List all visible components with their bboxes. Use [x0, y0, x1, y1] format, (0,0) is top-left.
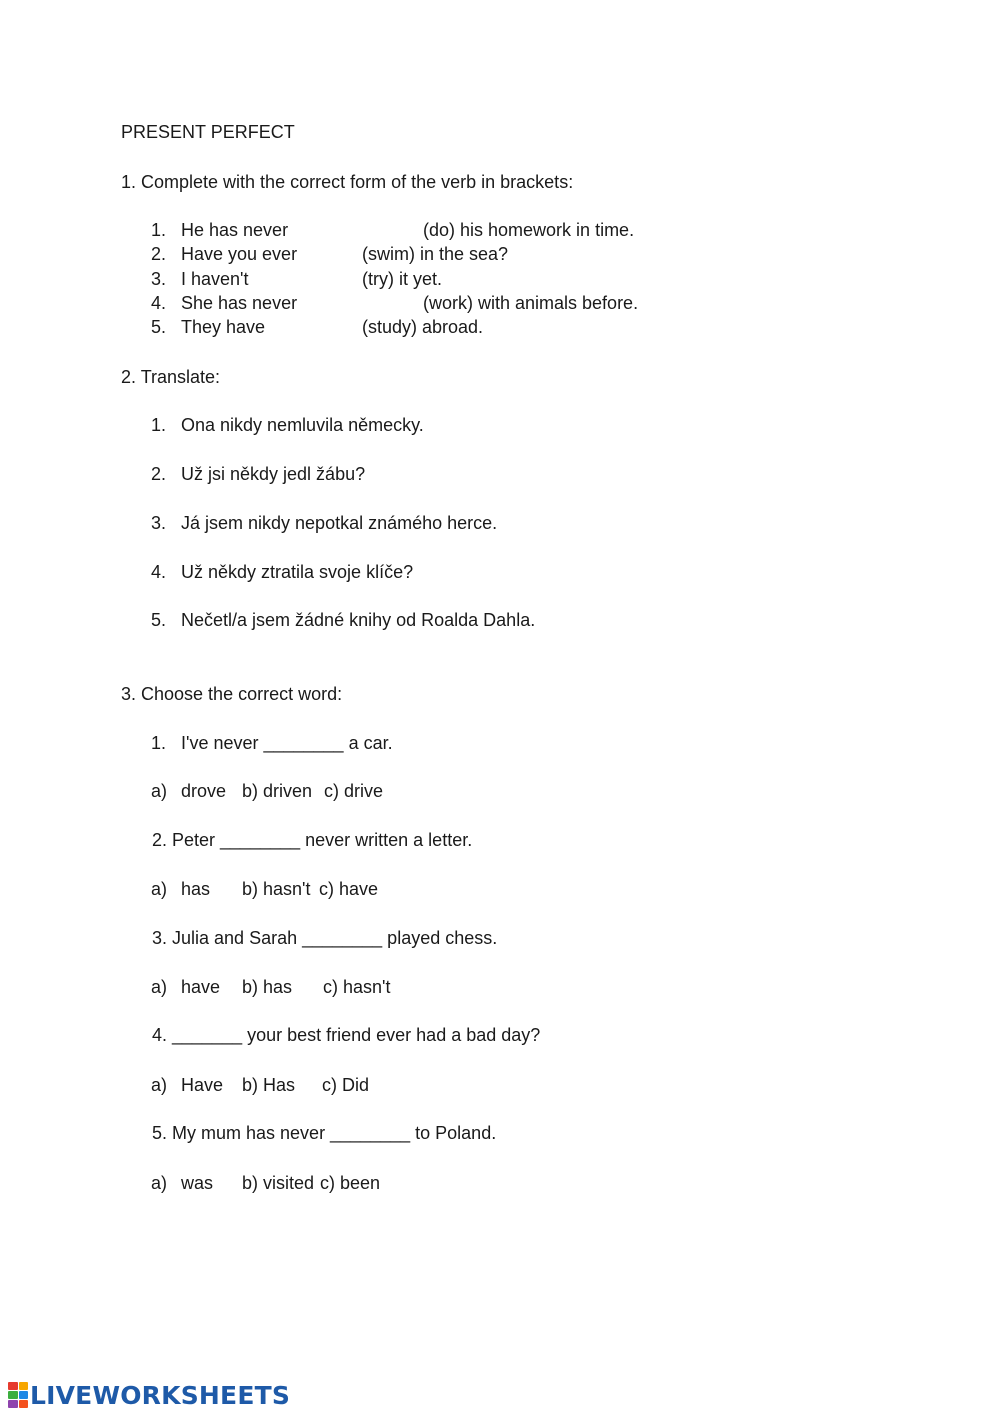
option-c[interactable]: c) Did [322, 1075, 370, 1095]
option-b[interactable]: b) has [242, 977, 293, 997]
item-number: 3. [151, 269, 167, 289]
sentence-rest: (swim) in the sea? [362, 244, 509, 264]
option-c[interactable]: c) drive [324, 781, 384, 801]
item-number: 4. [151, 562, 167, 582]
logo-text: LIVEWORKSHEETS [30, 1380, 291, 1410]
option-label: a) [151, 1075, 168, 1095]
item-number: 1. [151, 415, 167, 435]
option-a[interactable]: has [181, 879, 211, 899]
option-label: a) [151, 1173, 168, 1193]
section3-heading: 3. Choose the correct word: [121, 684, 343, 704]
liveworksheets-logo[interactable] [8, 1381, 290, 1409]
translate-sentence: Už někdy ztratila svoje klíče? [181, 562, 414, 582]
option-b[interactable]: b) Has [242, 1075, 296, 1095]
translate-sentence: Už jsi někdy jedl žábu? [181, 464, 366, 484]
option-b[interactable]: b) driven [242, 781, 313, 801]
option-c[interactable]: c) hasn't [323, 977, 391, 997]
translate-sentence: Já jsem nikdy nepotkal známého herce. [181, 513, 498, 533]
sentence-rest: (do) his homework in time. [423, 220, 635, 240]
logo-icon [8, 1382, 28, 1408]
sentence-start: She has never [181, 293, 298, 313]
sentence-rest: (work) with animals before. [423, 293, 639, 313]
sentence-start: They have [181, 317, 266, 337]
option-a[interactable]: have [181, 977, 221, 997]
question-text: 5. My mum has never ________ to Poland. [152, 1123, 497, 1143]
item-number: 5. [151, 610, 167, 630]
option-b[interactable]: b) visited [242, 1173, 315, 1193]
sentence-rest: (try) it yet. [362, 269, 442, 289]
item-number: 1. [151, 220, 167, 240]
option-label: a) [151, 879, 168, 899]
item-number: 3. [151, 513, 167, 533]
option-a[interactable]: Have [181, 1075, 224, 1095]
question-text: 3. Julia and Sarah ________ played chess. [152, 928, 498, 948]
option-label: a) [151, 781, 168, 801]
question-text: 2. Peter ________ never written a letter. [152, 830, 473, 850]
item-number: 4. [151, 293, 167, 313]
section1-heading: 1. Complete with the correct form of the verb in brackets: [121, 172, 574, 192]
sentence-rest: (study) abroad. [362, 317, 484, 337]
worksheet-title: PRESENT PERFECT [121, 122, 295, 142]
item-number: 2. [151, 244, 167, 264]
option-c[interactable]: c) been [320, 1173, 381, 1193]
item-number: 2. [151, 464, 167, 484]
question-text: 4. _______ your best friend ever had a bad day? [152, 1025, 541, 1045]
question-number: 1. [151, 733, 167, 753]
question-text: I've never ________ a car. [181, 733, 393, 753]
translate-sentence: Nečetl/a jsem žádné knihy od Roalda Dahla. [181, 610, 536, 630]
translate-sentence: Ona nikdy nemluvila německy. [181, 415, 424, 435]
option-a[interactable]: was [181, 1173, 214, 1193]
section2-heading: 2. Translate: [121, 367, 221, 387]
option-c[interactable]: c) have [319, 879, 379, 899]
option-a[interactable]: drove [181, 781, 227, 801]
option-b[interactable]: b) hasn't [242, 879, 311, 899]
sentence-start: I haven't [181, 269, 249, 289]
sentence-start: Have you ever [181, 244, 298, 264]
sentence-start: He has never [181, 220, 289, 240]
item-number: 5. [151, 317, 167, 337]
option-label: a) [151, 977, 168, 997]
